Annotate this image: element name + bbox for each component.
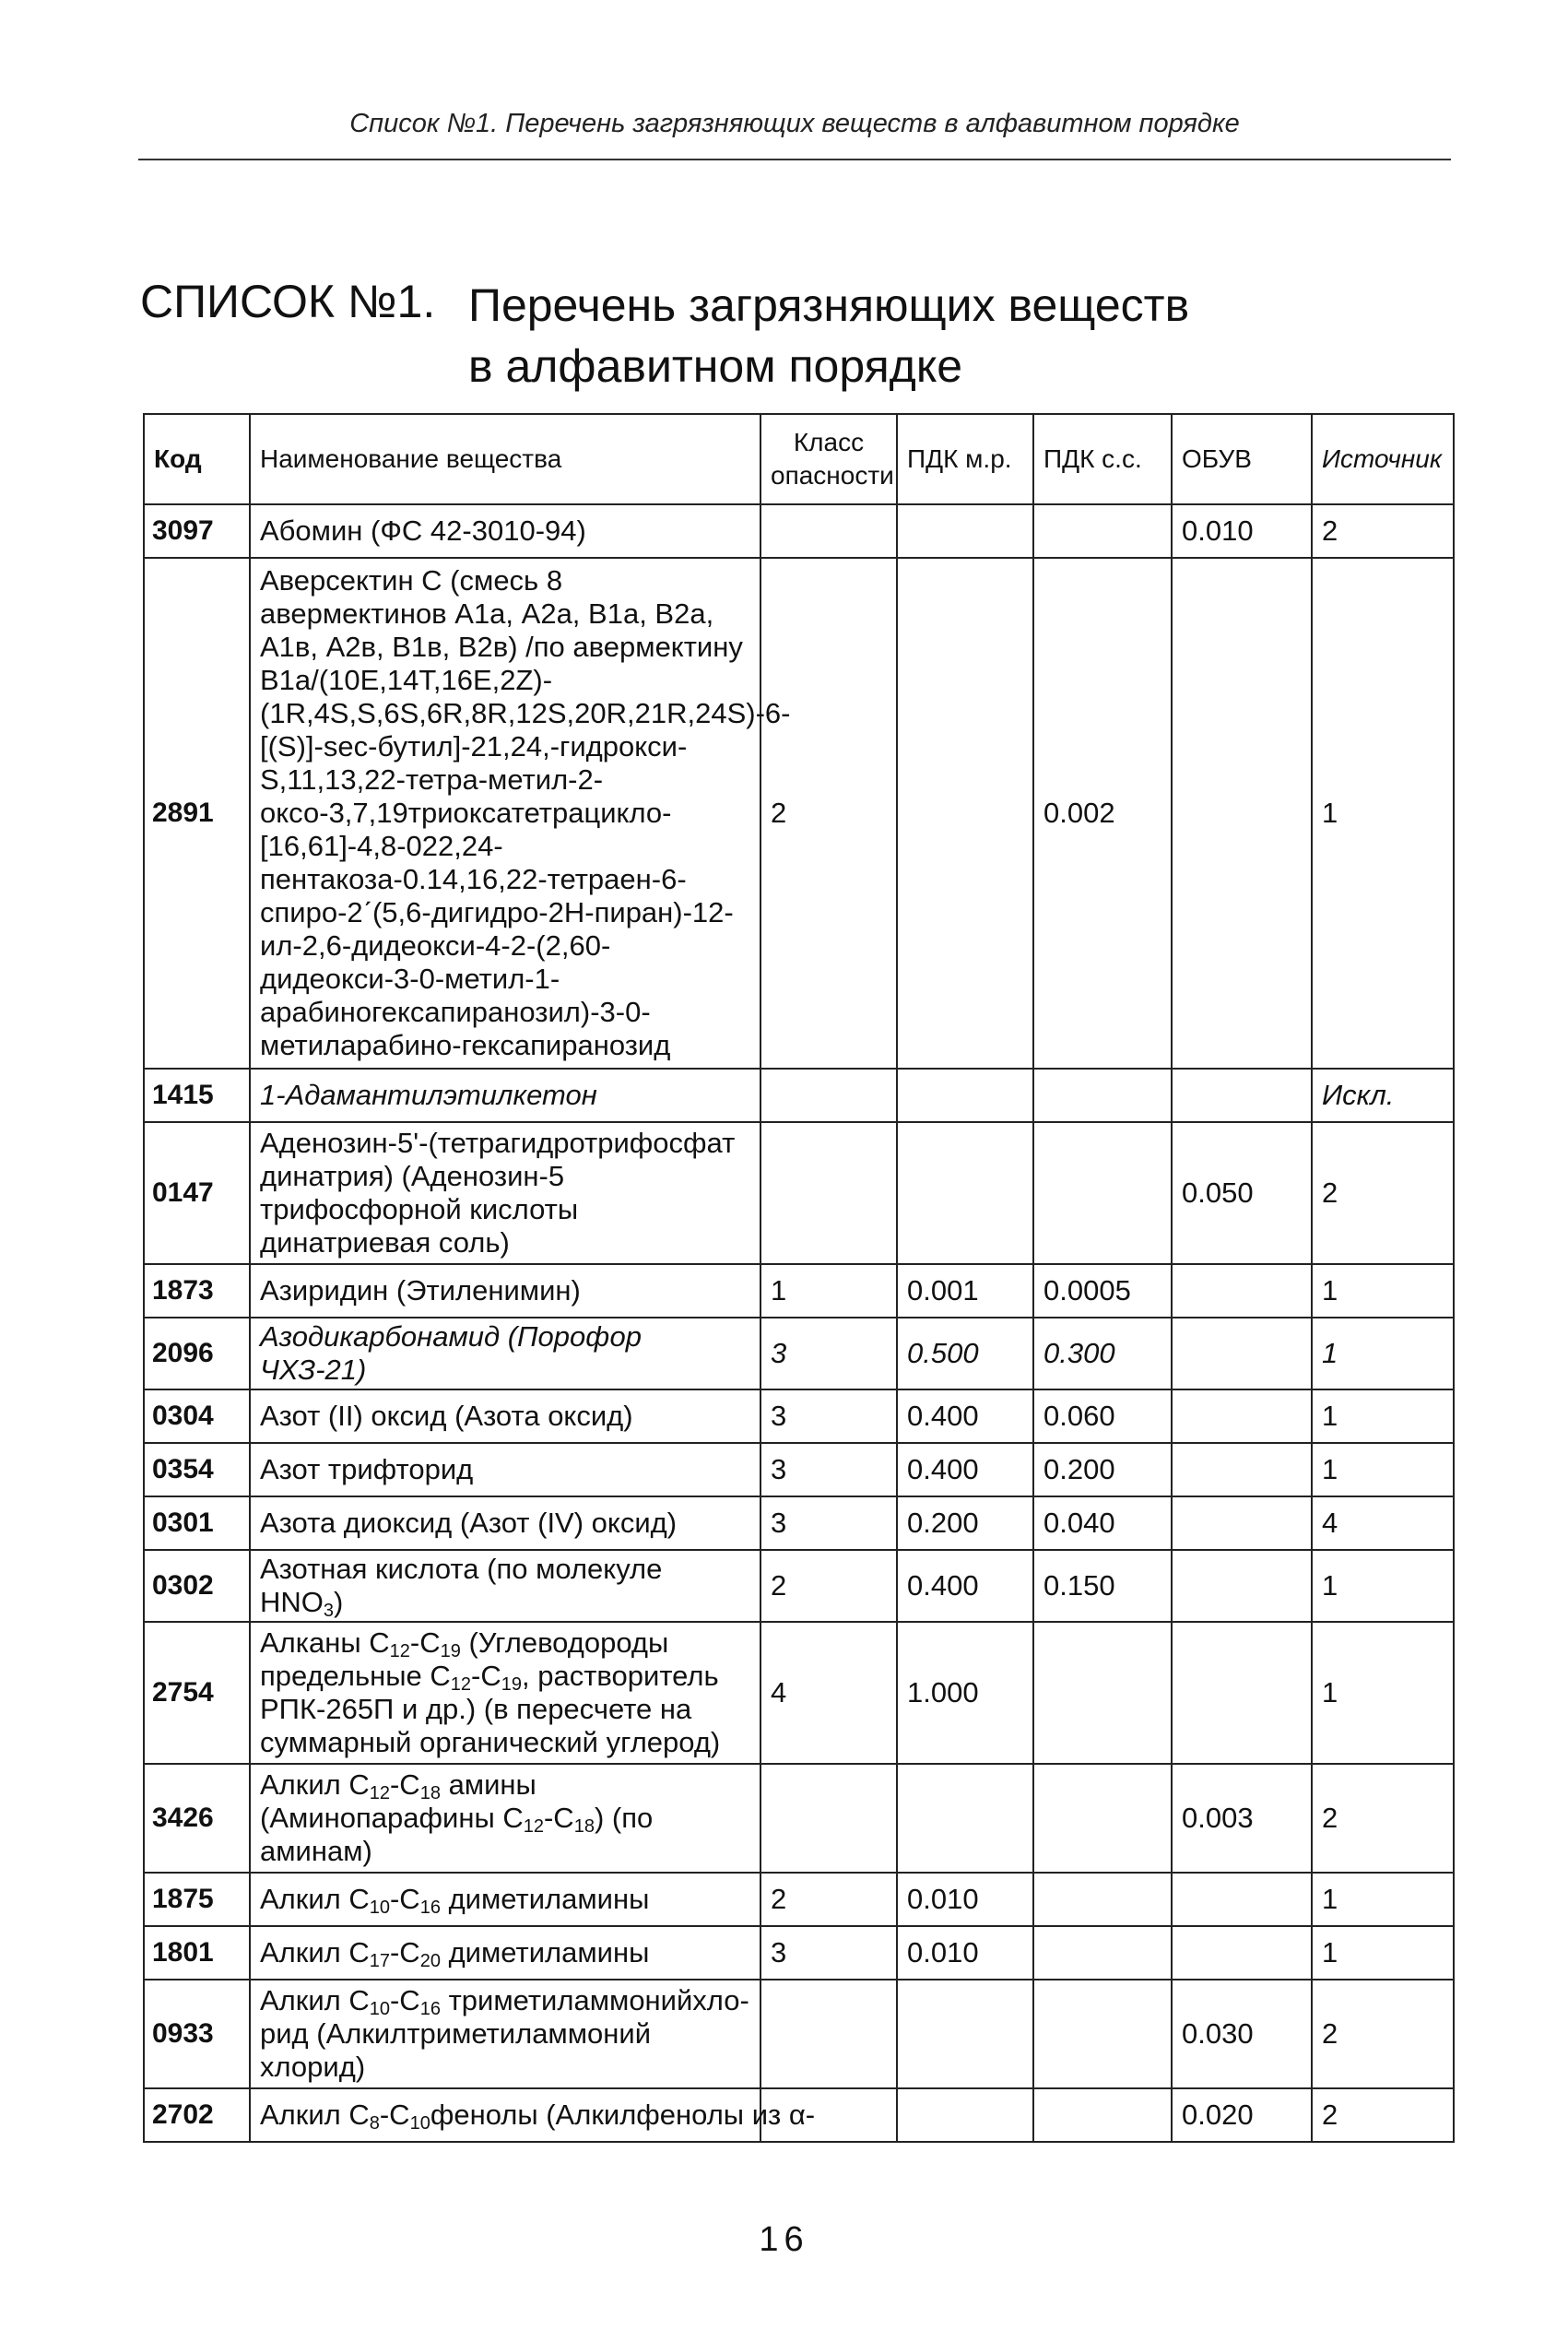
subscript: 18 — [573, 1816, 595, 1837]
table-row — [144, 1389, 1454, 1443]
name-part: ) — [334, 1586, 344, 1618]
page-number: 16 — [759, 2220, 809, 2259]
cell-obuv: 0.020 — [1172, 2088, 1312, 2142]
name-part: диметиламины — [440, 1883, 650, 1915]
name-part: амины (Аминопарафины С — [260, 1768, 536, 1834]
cell-pdk-mr — [897, 558, 1033, 1069]
cell-code: 0147 — [144, 1122, 250, 1264]
table-header-row — [144, 414, 1454, 504]
cell-name — [250, 1550, 760, 1622]
name-part: -С — [389, 1768, 420, 1801]
cell-hazard-class: 2 — [760, 1873, 897, 1926]
cell-obuv — [1172, 1264, 1312, 1318]
cell-source: 1 — [1312, 1622, 1454, 1764]
cell-code: 0304 — [144, 1389, 250, 1443]
table-row — [144, 1550, 1454, 1622]
cell-hazard-class: 1 — [760, 1264, 897, 1318]
substances-table — [143, 413, 1455, 2143]
cell-pdk-mr: 0.200 — [897, 1496, 1033, 1550]
name-part: -С — [389, 1984, 420, 2016]
header-hazard-class-line-2: опасности — [771, 461, 894, 490]
cell-obuv: 0.050 — [1172, 1122, 1312, 1264]
cell-source: 1 — [1312, 1264, 1454, 1318]
cell-obuv — [1172, 1873, 1312, 1926]
name-part: диметиламины — [440, 1936, 650, 1969]
name-part: (Углеводороды предельные С — [260, 1626, 669, 1692]
name-part: Алкил С — [260, 1883, 370, 1915]
cell-obuv: 0.030 — [1172, 1980, 1312, 2088]
running-head: Список №1. Перечень загрязняющих веществ в алфавитном порядке — [349, 109, 1240, 138]
cell-pdk-ss — [1033, 504, 1172, 558]
header-hazard-class — [760, 414, 897, 504]
header-divider — [138, 159, 1451, 160]
subscript: 10 — [369, 1898, 390, 1918]
cell-pdk-mr: 0.400 — [897, 1389, 1033, 1443]
subscript: 10 — [369, 1999, 390, 2019]
subscript: 20 — [419, 1951, 441, 1971]
cell-pdk-mr — [897, 504, 1033, 558]
cell-source: 2 — [1312, 1122, 1454, 1264]
cell-obuv — [1172, 1550, 1312, 1622]
cell-pdk-mr: 0.010 — [897, 1926, 1033, 1980]
cell-name: Аверсектин С (смесь 8 авермектинов А1а, А2а, В1а, В2а, А1в, А2в, В1в, В2в) /по авермектину В1а/(10Е,14Т,16Е,2Z)-(1R,4S,S,6S,6R,8R,12S,20R,21R,24S)-6-[(S)]-sec-бутил]-21,24,-гидрокси-S,11,13,22-тетра-метил-2-оксо-3,7,19триоксатетрацикло-[16,61]-4,8-022,24-пентакоза-0.14,16,22-тетраен-6-спиро-2ˊ(5,6-дигидро-2Н-пиран)-12-ил-2,6-дидеокси-4-2-(2,60-дидеокси-3-0-метил-1-арабиногексапиранозил)-3-0-метиларабино-гексапиранозид — [250, 558, 760, 1069]
subscript: 12 — [450, 1674, 472, 1695]
name-part: -С — [471, 1660, 501, 1692]
cell-code: 1415 — [144, 1069, 250, 1122]
cell-source: 1 — [1312, 1926, 1454, 1980]
cell-obuv — [1172, 1622, 1312, 1764]
cell-pdk-mr — [897, 1069, 1033, 1122]
cell-source: 4 — [1312, 1496, 1454, 1550]
cell-pdk-ss — [1033, 1926, 1172, 1980]
cell-name: Аденозин-5ʹ-(тетрагидротрифосфат динатрия) (Аденозин-5 трифосфорной кислоты динатриевая соль) — [250, 1122, 760, 1264]
table-row — [144, 1443, 1454, 1496]
table-row — [144, 1873, 1454, 1926]
cell-pdk-mr — [897, 1764, 1033, 1873]
cell-code: 1875 — [144, 1873, 250, 1926]
cell-pdk-mr: 0.400 — [897, 1443, 1033, 1496]
cell-source: Искл. — [1312, 1069, 1454, 1122]
cell-pdk-mr — [897, 1980, 1033, 2088]
name-part: Алкил С — [260, 1768, 370, 1801]
cell-hazard-class: 3 — [760, 1496, 897, 1550]
subscript: 3 — [323, 1601, 335, 1621]
cell-name: Абомин (ФС 42-3010-94) — [250, 504, 760, 558]
name-part: Алкил С — [260, 2099, 370, 2131]
header-name: Наименование вещества — [250, 414, 760, 504]
name-part: -С — [543, 1802, 574, 1834]
cell-pdk-ss — [1033, 2088, 1172, 2142]
cell-hazard-class — [760, 1069, 897, 1122]
table-row — [144, 1496, 1454, 1550]
cell-name — [250, 1764, 760, 1873]
cell-source: 1 — [1312, 1318, 1454, 1389]
cell-source: 1 — [1312, 558, 1454, 1069]
cell-source: 2 — [1312, 1980, 1454, 2088]
list-number: СПИСОК №1. — [140, 276, 436, 327]
cell-code: 1873 — [144, 1264, 250, 1318]
cell-name — [250, 1980, 760, 2088]
cell-code: 1801 — [144, 1926, 250, 1980]
table-row — [144, 504, 1454, 558]
subscript: 12 — [389, 1641, 410, 1661]
cell-pdk-ss: 0.060 — [1033, 1389, 1172, 1443]
cell-pdk-mr: 0.001 — [897, 1264, 1033, 1318]
cell-source: 1 — [1312, 1389, 1454, 1443]
cell-source: 2 — [1312, 2088, 1454, 2142]
name-part: -С — [409, 1626, 441, 1659]
name-part: , растворитель РПК-265П и др.) (в пересчете на суммарный органический углерод) — [260, 1660, 721, 1758]
cell-source: 1 — [1312, 1550, 1454, 1622]
cell-obuv — [1172, 1318, 1312, 1389]
cell-source: 2 — [1312, 504, 1454, 558]
name-part: -С — [379, 2099, 410, 2131]
cell-obuv: 0.003 — [1172, 1764, 1312, 1873]
subscript: 16 — [419, 1898, 441, 1918]
header-obuv: ОБУВ — [1172, 414, 1312, 504]
page-title — [468, 275, 1189, 396]
cell-obuv — [1172, 1926, 1312, 1980]
name-part: фенолы (Алкилфенолы из α- — [430, 2099, 816, 2131]
cell-code: 0302 — [144, 1550, 250, 1622]
cell-obuv — [1172, 1389, 1312, 1443]
cell-hazard-class: 3 — [760, 1926, 897, 1980]
subscript: 8 — [369, 2113, 380, 2134]
cell-hazard-class: 2 — [760, 558, 897, 1069]
table-row — [144, 1764, 1454, 1873]
cell-pdk-mr — [897, 2088, 1033, 2142]
cell-obuv: 0.010 — [1172, 504, 1312, 558]
name-part: ) (по аминам) — [260, 1802, 654, 1867]
table-row — [144, 2088, 1454, 2142]
cell-name — [250, 1926, 760, 1980]
subscript: 19 — [501, 1674, 522, 1695]
table-row — [144, 1264, 1454, 1318]
header-source: Источник — [1312, 414, 1454, 504]
cell-name — [250, 1622, 760, 1764]
cell-pdk-ss — [1033, 1873, 1172, 1926]
cell-pdk-mr — [897, 1122, 1033, 1264]
name-part: Азотная кислота (по молекуле HNO — [260, 1553, 663, 1618]
cell-pdk-ss — [1033, 1764, 1172, 1873]
cell-name — [250, 2088, 816, 2142]
table-row — [144, 1926, 1454, 1980]
name-part: триметиламмонийхло-рид (Алкилтриметиламмоний хлорид) — [260, 1984, 749, 2083]
cell-hazard-class — [760, 504, 897, 558]
cell-hazard-class — [760, 1764, 897, 1873]
cell-name: Азот трифторид — [250, 1443, 760, 1496]
cell-source: 2 — [1312, 1764, 1454, 1873]
cell-code: 0354 — [144, 1443, 250, 1496]
cell-obuv — [1172, 1069, 1312, 1122]
table-row — [144, 1980, 1454, 2088]
name-part: Алканы С — [260, 1626, 390, 1659]
table-row — [144, 1622, 1454, 1764]
cell-code: 2891 — [144, 558, 250, 1069]
cell-name: Азота диоксид (Азот (IV) оксид) — [250, 1496, 760, 1550]
table-row — [144, 1069, 1454, 1122]
cell-hazard-class: 3 — [760, 1389, 897, 1443]
cell-pdk-ss: 0.150 — [1033, 1550, 1172, 1622]
cell-pdk-ss — [1033, 1980, 1172, 2088]
cell-pdk-ss: 0.002 — [1033, 558, 1172, 1069]
cell-code: 3426 — [144, 1764, 250, 1873]
header-hazard-class-line-1: Класс — [793, 428, 865, 456]
page-title-line-2: в алфавитном порядке — [468, 340, 963, 392]
subscript: 17 — [369, 1951, 390, 1971]
subscript: 12 — [523, 1816, 544, 1837]
cell-hazard-class — [760, 1980, 897, 2088]
cell-pdk-ss — [1033, 1122, 1172, 1264]
cell-hazard-class: 4 — [760, 1622, 897, 1764]
header-code: Код — [144, 414, 250, 504]
cell-hazard-class: 3 — [760, 1318, 897, 1389]
name-part: Алкил С — [260, 1984, 370, 2016]
cell-name: Азодикарбонамид (Порофор ЧХЗ-21) — [250, 1318, 760, 1389]
cell-obuv — [1172, 558, 1312, 1069]
cell-pdk-mr: 0.500 — [897, 1318, 1033, 1389]
cell-name: Азот (II) оксид (Азота оксид) — [250, 1389, 760, 1443]
cell-code: 2702 — [144, 2088, 250, 2142]
cell-hazard-class: 2 — [760, 1550, 897, 1622]
cell-name — [250, 1873, 760, 1926]
page-title-line-1: Перечень загрязняющих веществ — [468, 279, 1190, 331]
header-pdk-ss: ПДК с.с. — [1033, 414, 1172, 504]
table-row — [144, 1122, 1454, 1264]
cell-hazard-class: 3 — [760, 1443, 897, 1496]
name-part: -С — [389, 1883, 420, 1915]
cell-pdk-ss — [1033, 1622, 1172, 1764]
cell-pdk-mr: 0.400 — [897, 1550, 1033, 1622]
subscript: 12 — [369, 1783, 390, 1803]
header-pdk-mr: ПДК м.р. — [897, 414, 1033, 504]
cell-code: 0933 — [144, 1980, 250, 2088]
cell-code: 3097 — [144, 504, 250, 558]
cell-name: Азиридин (Этиленимин) — [250, 1264, 760, 1318]
cell-pdk-ss: 0.300 — [1033, 1318, 1172, 1389]
cell-pdk-ss — [1033, 1069, 1172, 1122]
subscript: 18 — [419, 1783, 441, 1803]
cell-obuv — [1172, 1443, 1312, 1496]
cell-pdk-ss: 0.200 — [1033, 1443, 1172, 1496]
table-row — [144, 558, 1454, 1069]
subscript: 19 — [440, 1641, 461, 1661]
cell-source: 1 — [1312, 1443, 1454, 1496]
cell-code: 2096 — [144, 1318, 250, 1389]
cell-pdk-ss: 0.0005 — [1033, 1264, 1172, 1318]
cell-name: 1-Адамантилэтилкетон — [250, 1069, 760, 1122]
name-part: -С — [389, 1936, 420, 1969]
cell-code: 0301 — [144, 1496, 250, 1550]
subscript: 16 — [419, 1999, 441, 2019]
name-part: Алкил С — [260, 1936, 370, 1969]
cell-hazard-class — [760, 1122, 897, 1264]
cell-obuv — [1172, 1496, 1312, 1550]
table-row — [144, 1318, 1454, 1389]
cell-pdk-mr: 1.000 — [897, 1622, 1033, 1764]
cell-pdk-mr: 0.010 — [897, 1873, 1033, 1926]
subscript: 10 — [409, 2113, 430, 2134]
cell-code: 2754 — [144, 1622, 250, 1764]
cell-pdk-ss: 0.040 — [1033, 1496, 1172, 1550]
cell-source: 1 — [1312, 1873, 1454, 1926]
